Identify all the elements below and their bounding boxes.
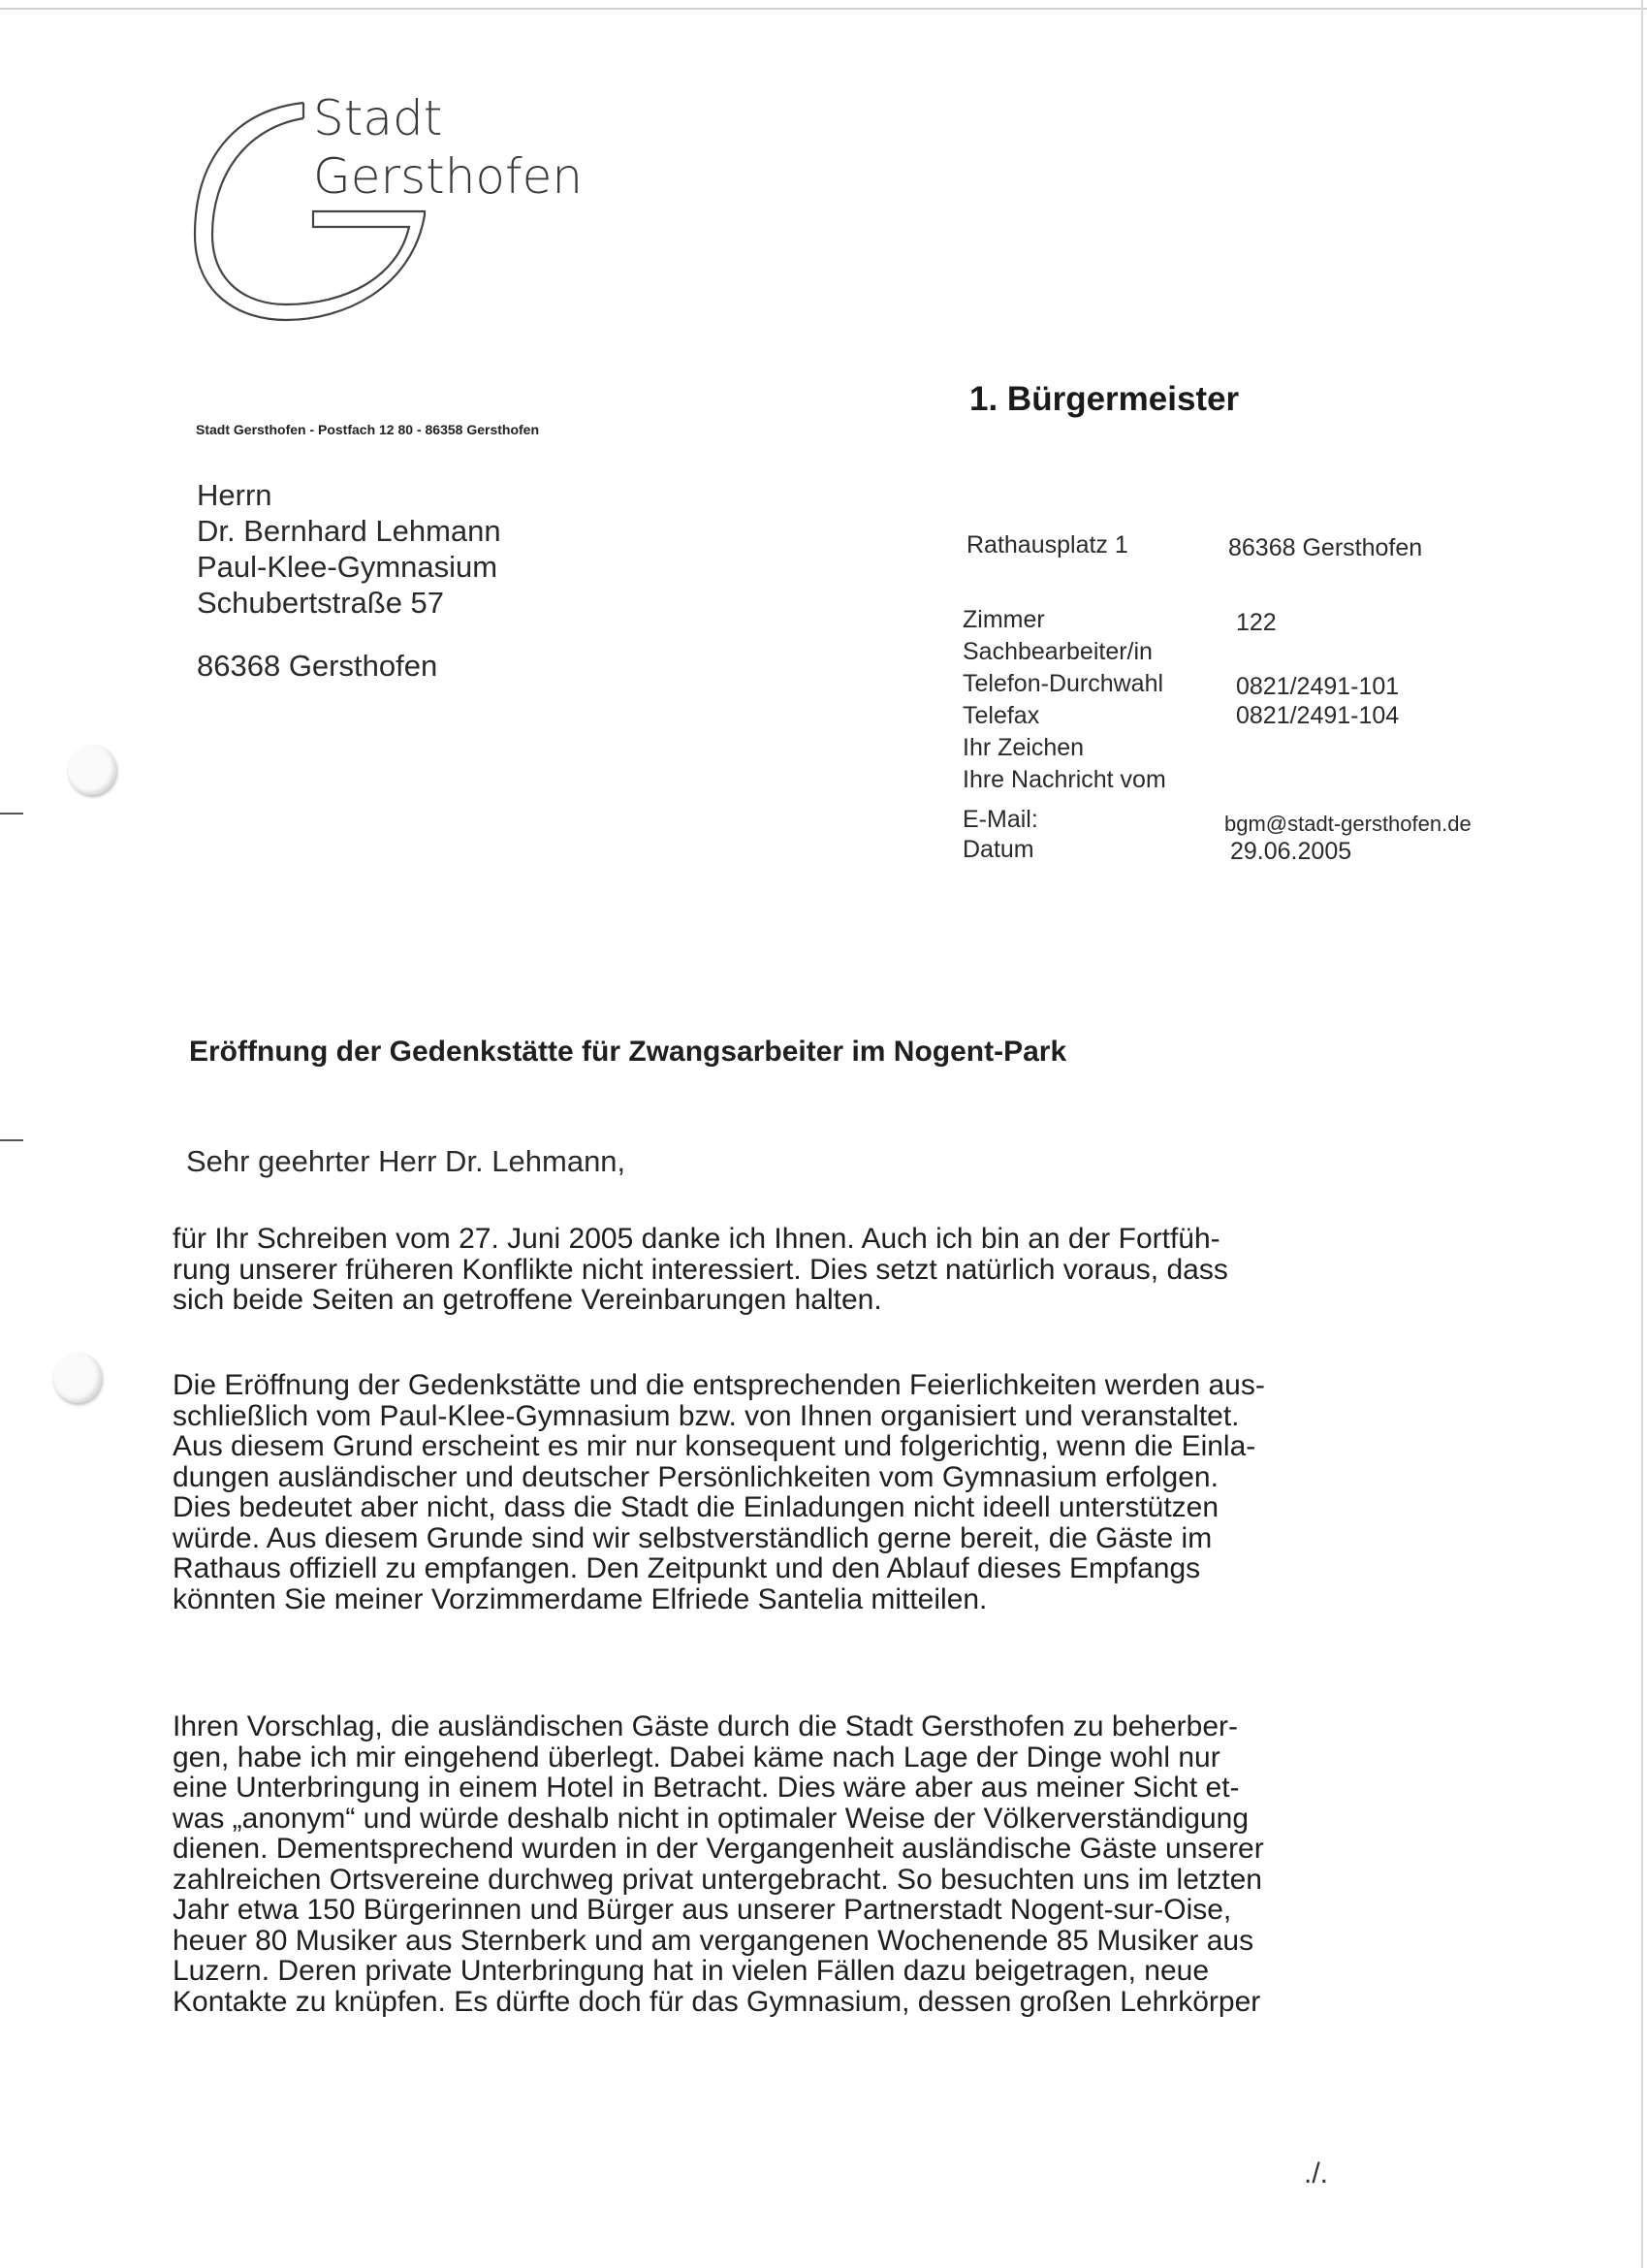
- punch-hole: [68, 745, 116, 795]
- letter-subject: Eröffnung der Gedenkstätte für Zwangsarbeiter im Nogent-Park: [189, 1036, 1067, 1068]
- body-line: eine Unterbringung in einem Hotel in Betracht. Dies wäre aber aus meiner Sicht et-: [173, 1772, 1240, 1804]
- info-address-label: Rathausplatz 1: [966, 531, 1128, 559]
- info-email-value: bgm@stadt-gersthofen.de: [1224, 812, 1472, 836]
- info-ihr-zeichen-label: Ihr Zeichen: [963, 734, 1085, 761]
- body-line: für Ihr Schreiben vom 27. Juni 2005 danke ich Ihnen. Auch ich bin an der Fortfüh-: [173, 1223, 1220, 1255]
- info-telefon-value: 0821/2491-101: [1236, 673, 1400, 700]
- recipient-name: Dr. Bernhard Lehmann: [197, 514, 501, 548]
- office-title: 1. Bürgermeister: [969, 380, 1240, 418]
- recipient-salutation: Herrn: [197, 478, 272, 512]
- info-zimmer-value: 122: [1236, 609, 1277, 636]
- sender-return-address: Stadt Gersthofen - Postfach 12 80 - 86358 Gersthofen: [196, 422, 539, 437]
- logo-wordmark: [313, 89, 583, 206]
- logo-line-2: Gersthofen: [313, 148, 584, 205]
- city-logo: [189, 89, 596, 332]
- body-line: Aus diesem Grund erscheint es mir nur konsequent und folgerichtig, wenn die Einla-: [173, 1430, 1256, 1462]
- recipient-city: 86368 Gersthofen: [197, 649, 438, 683]
- fold-mark: [0, 813, 23, 815]
- recipient-street: Schubertstraße 57: [197, 586, 445, 620]
- letter-salutation: Sehr geehrter Herr Dr. Lehmann,: [186, 1144, 626, 1178]
- info-ihre-nachricht-label: Ihre Nachricht vom: [963, 766, 1166, 793]
- body-line: Rathaus offiziell zu empfangen. Den Zeitpunkt und den Ablauf dieses Empfangs: [173, 1552, 1201, 1584]
- body-line: dungen ausländischer und deutscher Persönlichkeiten vom Gymnasium erfolgen.: [173, 1460, 1219, 1493]
- page-edge-right: [1641, 0, 1643, 2268]
- body-line: Luzern. Deren private Unterbringung hat in vielen Fällen dazu beigetragen, neue: [173, 1955, 1210, 1987]
- info-telefax-label: Telefax: [963, 702, 1040, 729]
- body-line: Ihren Vorschlag, die ausländischen Gäste durch die Stadt Gersthofen zu beherber-: [173, 1710, 1238, 1742]
- body-paragraph-1: [173, 1224, 1399, 1316]
- body-line: Dies bedeutet aber nicht, dass die Stadt die Einladungen nicht ideell unterstützen: [173, 1491, 1219, 1523]
- info-address-value: 86368 Gersthofen: [1228, 534, 1423, 561]
- body-line: dienen. Dementsprechend wurden in der Vergangenheit ausländische Gäste unserer: [173, 1833, 1264, 1865]
- info-telefax-value: 0821/2491-104: [1236, 702, 1400, 729]
- body-paragraph-2: [173, 1370, 1399, 1614]
- recipient-institution: Paul-Klee-Gymnasium: [197, 550, 498, 584]
- page-edge: [0, 8, 1647, 10]
- body-line: könnten Sie meiner Vorzimmerdame Elfriede Santelia mitteilen.: [173, 1582, 988, 1615]
- info-sachbearbeiter-label: Sachbearbeiter/in: [963, 638, 1153, 665]
- body-line: würde. Aus diesem Grunde sind wir selbstverständlich gerne bereit, die Gäste im: [173, 1521, 1213, 1554]
- fold-mark: [0, 1139, 23, 1141]
- body-line: Kontakte zu knüpfen. Es dürfte doch für das Gymnasium, dessen großen Lehrkörper: [173, 1985, 1261, 2018]
- recipient-address: [197, 477, 501, 684]
- body-line: heuer 80 Musiker aus Sternberk und am vergangenen Wochenende 85 Musiker aus: [173, 1924, 1254, 1957]
- body-line: gen, habe ich mir eingehend überlegt. Dabei käme nach Lage der Dinge wohl nur: [173, 1741, 1220, 1773]
- body-paragraph-3: [173, 1711, 1399, 2017]
- body-line: Die Eröffnung der Gedenkstätte und die entsprechenden Feierlichkeiten werden aus-: [173, 1369, 1265, 1401]
- body-line: zahlreichen Ortsvereine durchweg privat untergebracht. So besuchten uns im letzten: [173, 1863, 1262, 1896]
- body-line: was „anonym“ und würde deshalb nicht in optimaler Weise der Völkerverständigung: [173, 1802, 1250, 1835]
- body-line: sich beide Seiten an getroffene Vereinbarungen halten.: [173, 1284, 882, 1316]
- body-line: rung unserer früheren Konflikte nicht interessiert. Dies setzt natürlich voraus, dass: [173, 1253, 1228, 1286]
- punch-hole: [53, 1353, 102, 1403]
- body-line: schließlich vom Paul-Klee-Gymnasium bzw. von Ihnen organisiert und veranstaltet.: [173, 1399, 1240, 1432]
- info-zimmer-label: Zimmer: [963, 606, 1045, 633]
- info-datum-label: Datum: [963, 836, 1034, 863]
- logo-line-1: Stadt: [313, 90, 443, 146]
- continuation-marker: ./.: [1304, 2157, 1329, 2189]
- body-line: Jahr etwa 150 Bürgerinnen und Bürger aus unserer Partnerstadt Nogent-sur-Oise,: [173, 1894, 1232, 1926]
- info-email-label: E-Mail:: [963, 806, 1038, 833]
- info-datum-value: 29.06.2005: [1230, 838, 1352, 865]
- info-telefon-label: Telefon-Durchwahl: [963, 670, 1164, 697]
